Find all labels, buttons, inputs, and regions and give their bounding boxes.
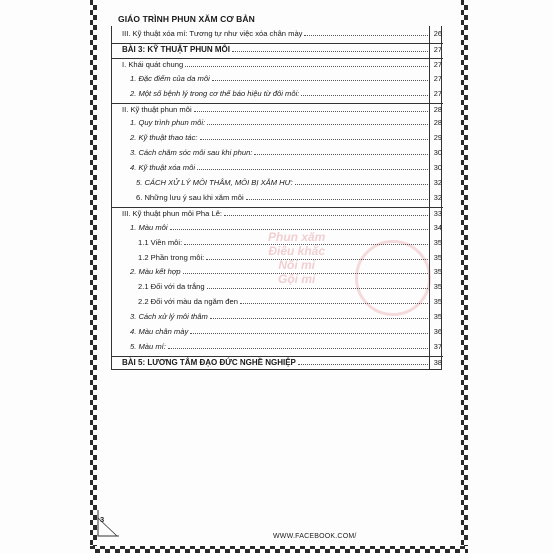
toc-entry-page: 38: [433, 357, 442, 367]
toc-leader-dots: [240, 303, 428, 304]
toc-entry: [112, 88, 443, 100]
toc-entry-title: BÀI 3: KỸ THUẬT PHUN MÔI: [122, 44, 230, 54]
toc-entry-page: 35: [433, 282, 442, 292]
toc-entry-page: 34: [433, 222, 442, 232]
toc-entry-page: 27: [433, 59, 442, 69]
toc-entry: [112, 326, 443, 338]
toc-entry-title: 5. Màu mí:: [130, 341, 166, 351]
toc-entry-page: 32: [433, 192, 442, 202]
toc-entry: [112, 252, 443, 264]
toc-leader-dots: [200, 139, 428, 140]
toc-entry-title: I. Khái quát chung: [122, 59, 184, 69]
toc-entry-title: 2. Màu kết hợp: [130, 267, 181, 277]
toc-entry: [112, 28, 443, 40]
toc-leader-dots: [298, 364, 428, 365]
toc-leader-dots: [197, 169, 428, 170]
toc-entry: [112, 162, 443, 174]
toc-entry-title: 6. Những lưu ý sau khi xăm môi: [136, 192, 244, 202]
toc-entry: [112, 132, 443, 144]
toc-entry-title: 2.1 Đối với da trắng: [138, 282, 205, 292]
toc-leader-dots: [295, 184, 428, 185]
toc-entry: [112, 207, 443, 220]
toc-entry-title: 1.1 Viền môi:: [138, 237, 183, 247]
toc-entry-title: BÀI 5: LƯƠNG TÂM ĐẠO ĐỨC NGHỀ NGHIỆP: [122, 357, 296, 367]
toc-entry-page: 35: [433, 312, 442, 322]
toc-entry-title: 2. Kỹ thuật thao tác:: [130, 133, 198, 143]
toc-entry-page: 30: [433, 148, 442, 158]
toc-entry-page: 29: [433, 133, 442, 143]
toc-entry-title: 1. Quy trình phun môi:: [130, 118, 206, 128]
toc-entry: [112, 73, 443, 85]
toc-entry-title: III. Kỹ thuật phun môi Pha Lê:: [122, 208, 223, 218]
toc-leader-dots: [183, 273, 428, 274]
toc-entry-title: 1.2 Phần trong môi:: [138, 252, 205, 262]
watermark-line: Nối mi: [278, 258, 316, 272]
checkered-border-right: [461, 0, 468, 553]
toc-entry-title: III. Kỹ thuật xóa mí: Tương tự như việc xóa chân mày: [122, 29, 303, 38]
page-number: 3: [100, 515, 105, 524]
toc-entry: [112, 43, 443, 56]
toc-entry-title: 5. CÁCH XỬ LÝ MÔI THÂM, MÔI BỊ XĂM HƯ:: [136, 178, 293, 187]
toc-leader-dots: [254, 154, 428, 155]
toc-entry-page: 35: [433, 297, 442, 307]
watermark-line: Gội mi: [278, 272, 316, 286]
toc-leader-dots: [301, 95, 428, 96]
toc-entry-page: 37: [433, 341, 442, 351]
toc-entry-title: 3. Cách chăm sóc môi sau khi phun:: [130, 148, 253, 158]
toc-entry: [112, 103, 443, 116]
toc-leader-dots: [210, 318, 428, 319]
toc-entry: [112, 192, 443, 204]
toc-entry: [112, 356, 443, 369]
toc-entry: [112, 177, 443, 189]
toc-entry-page: 26: [433, 29, 442, 38]
toc-entry-page: 30: [433, 163, 442, 173]
page-number-badge: [97, 508, 121, 538]
toc-entry-page: 35: [433, 267, 442, 277]
toc-entry-title: 1. Đặc điểm của da môi: [130, 73, 210, 83]
watermark-line: Phun xăm: [268, 230, 326, 244]
footer-link: WWW.FACEBOOK.COM/: [273, 533, 357, 540]
toc-leader-dots: [232, 51, 428, 52]
toc-leader-dots: [170, 229, 428, 230]
toc-leader-dots: [184, 244, 428, 245]
toc-leader-dots: [224, 215, 428, 216]
toc-leader-dots: [207, 124, 428, 125]
toc-entry-page: 35: [433, 237, 442, 247]
toc-entry-title: 2. Một số bệnh lý trong cơ thể báo hiệu từ đôi môi:: [130, 88, 300, 98]
toc-entry: [112, 266, 443, 278]
toc-entry-title: 4. Màu chân mày: [130, 327, 189, 336]
toc-leader-dots: [168, 348, 428, 349]
toc-entry-page: 28: [433, 118, 442, 128]
toc-entry-page: 33: [433, 208, 442, 218]
toc-entry-page: 32: [433, 178, 442, 187]
watermark-line: Điêu khắc: [268, 244, 326, 258]
toc-entry-page: 35: [433, 252, 442, 262]
toc-leader-dots: [212, 80, 428, 81]
toc-leader-dots: [207, 288, 428, 289]
toc-entry: [112, 341, 443, 353]
toc-entry-page: 28: [433, 104, 442, 114]
toc-entry-page: 27: [433, 44, 442, 54]
toc-entry: [112, 58, 443, 71]
toc-leader-dots: [246, 199, 428, 200]
checkered-border-bottom: [90, 546, 468, 553]
toc-entry: [112, 311, 443, 323]
toc-leader-dots: [190, 333, 428, 334]
table-of-contents: [111, 26, 442, 370]
toc-entry-title: 4. Kỹ thuật xóa môi: [130, 163, 196, 173]
toc-leader-dots: [206, 259, 428, 260]
toc-entry-title: II. Kỹ thuật phun môi: [122, 104, 192, 114]
toc-entry-title: 2.2 Đối với màu da ngăm đen: [138, 297, 238, 307]
toc-entry: [112, 117, 443, 129]
toc-entry-page: 27: [433, 88, 442, 98]
toc-leader-dots: [194, 111, 428, 112]
toc-entry-page: 36: [433, 327, 442, 336]
toc-leader-dots: [304, 35, 428, 36]
toc-entry-title: 1. Màu môi: [130, 222, 168, 232]
toc-entry: [112, 147, 443, 159]
toc-entry: [112, 237, 443, 249]
toc-leader-dots: [185, 66, 428, 67]
checkered-border-left: [90, 0, 97, 553]
page-header-title: GIÁO TRÌNH PHUN XĂM CƠ BẢN: [118, 14, 255, 24]
toc-entry-title: 3. Cách xử lý môi thâm: [130, 312, 208, 322]
toc-entry: [112, 281, 443, 293]
toc-entry-page: 27: [433, 73, 442, 83]
toc-entry: [112, 296, 443, 308]
toc-entry: [112, 222, 443, 234]
